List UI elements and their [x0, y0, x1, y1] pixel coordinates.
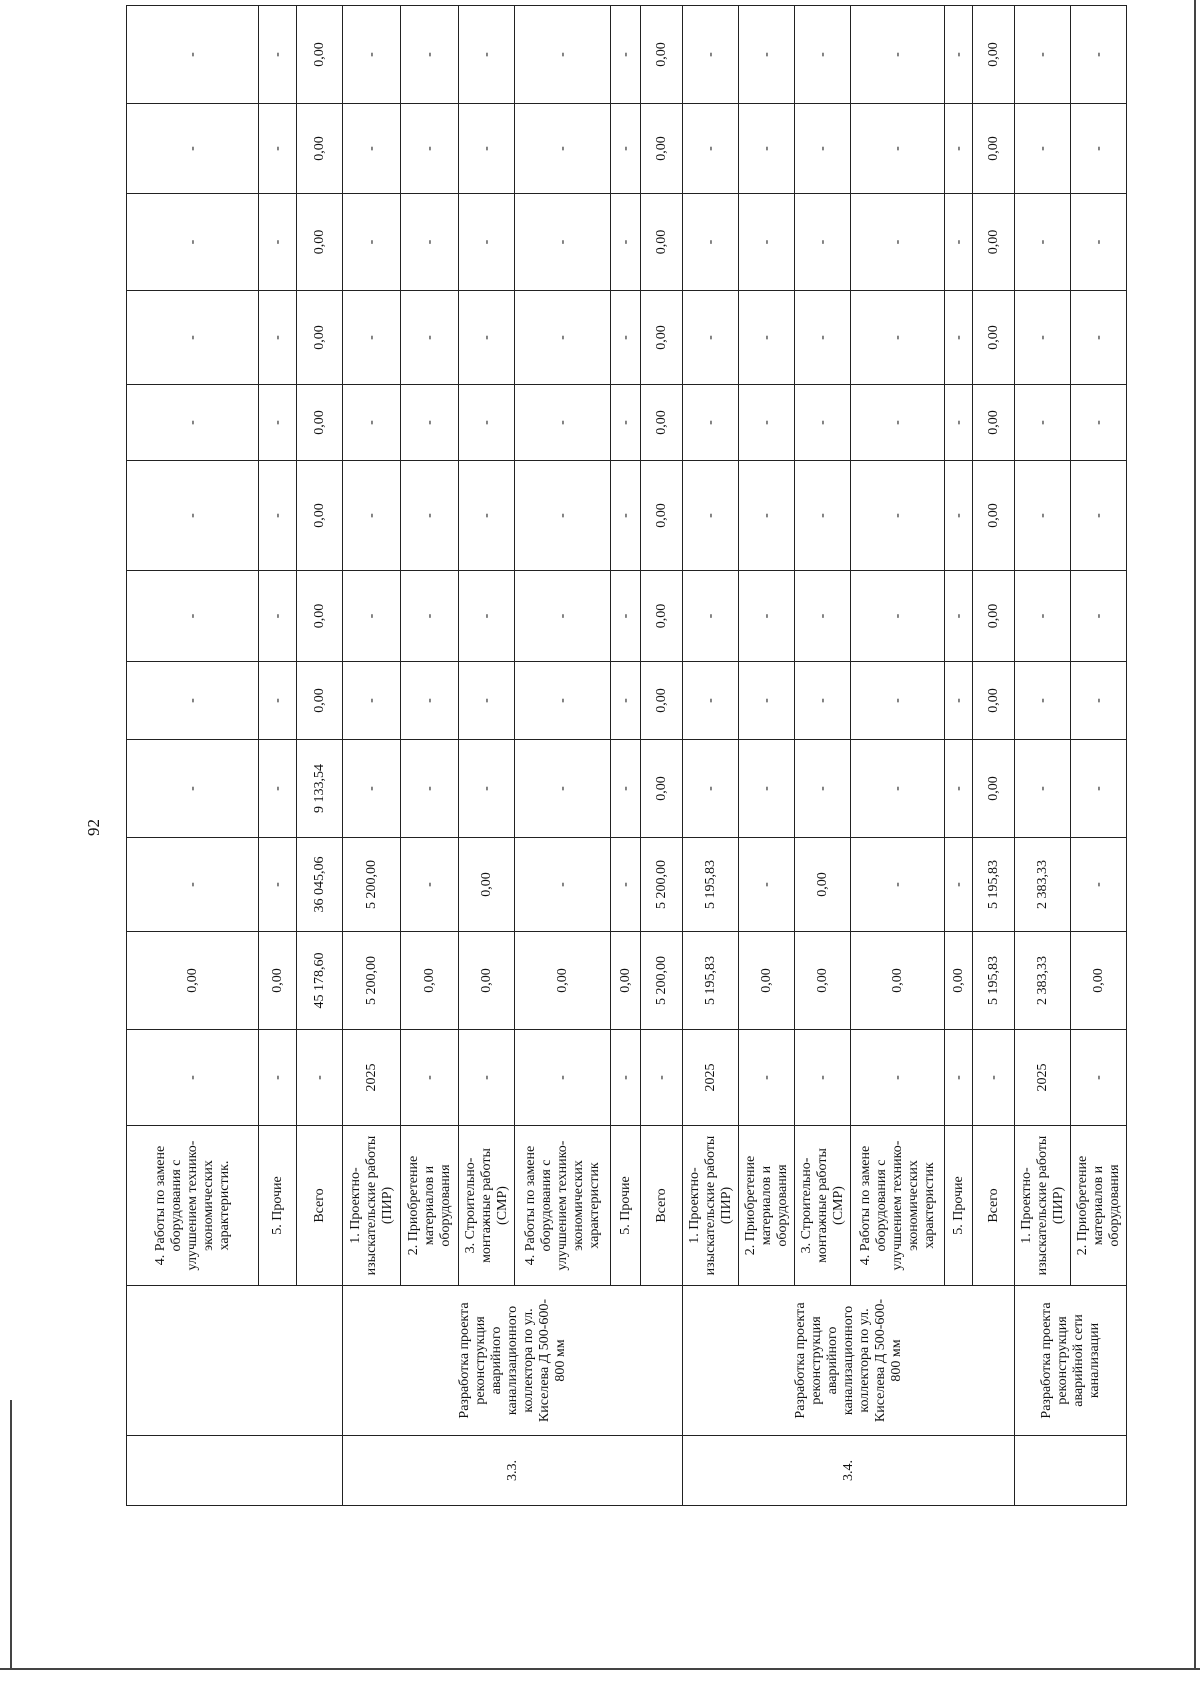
table-row [795, 6, 851, 1506]
value-cell: - [683, 385, 739, 461]
year-cell: - [739, 1030, 795, 1126]
value-cell: - [945, 740, 973, 838]
value-cell: 0,00 [641, 6, 683, 104]
value-cell: - [851, 571, 945, 662]
value-cell: - [127, 571, 259, 662]
value-cell: - [795, 6, 851, 104]
value-cell: - [945, 571, 973, 662]
item-code-cell [127, 1436, 343, 1506]
value-cell: - [459, 662, 515, 740]
value-cell: 0,00 [739, 932, 795, 1030]
work-type-cell: 4. Работы по замене оборудования с улучшением технико-экономических характеристик. [127, 1126, 259, 1286]
value-cell: - [515, 104, 611, 194]
investment-program-table [126, 5, 1127, 1506]
work-type-cell: 5. Прочие [611, 1126, 641, 1286]
value-cell: - [1071, 104, 1127, 194]
value-cell: - [795, 571, 851, 662]
value-cell: 0,00 [641, 194, 683, 291]
year-cell: - [127, 1030, 259, 1126]
value-cell: - [515, 385, 611, 461]
year-cell: - [515, 1030, 611, 1126]
value-cell: - [683, 194, 739, 291]
value-cell: 0,00 [641, 662, 683, 740]
work-type-cell: 4. Работы по замене оборудования с улучшением технико-экономических характеристик [851, 1126, 945, 1286]
value-cell: - [851, 291, 945, 385]
value-cell: - [1015, 571, 1071, 662]
value-cell: - [459, 461, 515, 571]
value-cell: - [343, 740, 401, 838]
value-cell: - [401, 385, 459, 461]
value-cell: - [739, 571, 795, 662]
value-cell: - [739, 104, 795, 194]
work-type-cell: Всего [973, 1126, 1015, 1286]
value-cell: - [739, 6, 795, 104]
value-cell: 0,00 [973, 662, 1015, 740]
table-row [1071, 6, 1127, 1506]
value-cell: 0,00 [297, 194, 343, 291]
value-cell: - [1071, 740, 1127, 838]
value-cell: - [1015, 385, 1071, 461]
value-cell: 0,00 [641, 461, 683, 571]
value-cell: 0,00 [297, 571, 343, 662]
value-cell: - [611, 662, 641, 740]
year-cell: 2025 [343, 1030, 401, 1126]
value-cell: - [343, 662, 401, 740]
value-cell: 0,00 [297, 104, 343, 194]
value-cell: - [401, 104, 459, 194]
value-cell: - [1071, 662, 1127, 740]
value-cell: - [515, 461, 611, 571]
value-cell: - [851, 740, 945, 838]
value-cell: - [515, 662, 611, 740]
table-row [401, 6, 459, 1506]
value-cell: - [945, 291, 973, 385]
value-cell: - [343, 291, 401, 385]
value-cell: - [343, 104, 401, 194]
value-cell: - [259, 662, 297, 740]
work-type-cell: 4. Работы по замене оборудования с улучшением технико-экономических характеристик [515, 1126, 611, 1286]
value-cell: 0,00 [973, 385, 1015, 461]
year-cell: - [851, 1030, 945, 1126]
table-row [259, 6, 297, 1506]
table-row [459, 6, 515, 1506]
value-cell: 0,00 [127, 932, 259, 1030]
work-type-cell: 5. Прочие [945, 1126, 973, 1286]
value-cell: 45 178,60 [297, 932, 343, 1030]
value-cell: 0,00 [297, 461, 343, 571]
work-type-cell: 2. Приобретение материалов и оборудования [401, 1126, 459, 1286]
year-cell: 2025 [1015, 1030, 1071, 1126]
value-cell: 0,00 [973, 461, 1015, 571]
value-cell: 0,00 [973, 104, 1015, 194]
value-cell: 0,00 [851, 932, 945, 1030]
value-cell: - [259, 838, 297, 932]
value-cell: - [515, 571, 611, 662]
value-cell: - [611, 838, 641, 932]
value-cell: - [739, 194, 795, 291]
value-cell: 0,00 [973, 6, 1015, 104]
value-cell: - [795, 662, 851, 740]
work-type-cell: 1. Проектно-изыскательские работы (ПИР) [1015, 1126, 1071, 1286]
value-cell: - [945, 461, 973, 571]
value-cell: - [127, 385, 259, 461]
value-cell: 5 200,00 [343, 838, 401, 932]
value-cell: - [1015, 6, 1071, 104]
value-cell: - [945, 104, 973, 194]
table-row [739, 6, 795, 1506]
project-name-cell: Разработка проекта реконструкция аварийного канализационного коллектора по ул. Киселева Д 500-600-800 мм [683, 1286, 1015, 1436]
value-cell: - [1071, 461, 1127, 571]
scan-edge-left [10, 1400, 12, 1670]
value-cell: - [259, 740, 297, 838]
value-cell: 0,00 [973, 571, 1015, 662]
item-code-cell: 3.4. [683, 1436, 1015, 1506]
value-cell: - [795, 291, 851, 385]
value-cell: - [851, 194, 945, 291]
value-cell: - [851, 838, 945, 932]
value-cell: 0,00 [297, 291, 343, 385]
value-cell: - [515, 291, 611, 385]
value-cell: 5 195,83 [683, 932, 739, 1030]
value-cell: - [851, 6, 945, 104]
value-cell: - [945, 6, 973, 104]
value-cell: - [259, 291, 297, 385]
value-cell: 0,00 [515, 932, 611, 1030]
value-cell: - [343, 461, 401, 571]
item-code-cell: 3.3. [343, 1436, 683, 1506]
value-cell: - [611, 461, 641, 571]
value-cell: - [683, 662, 739, 740]
value-cell: - [683, 740, 739, 838]
value-cell: - [945, 194, 973, 291]
value-cell: - [1071, 838, 1127, 932]
scan-edge-bottom [0, 1668, 1200, 1670]
value-cell: - [851, 104, 945, 194]
year-cell: - [611, 1030, 641, 1126]
value-cell: - [343, 194, 401, 291]
value-cell: - [1071, 6, 1127, 104]
value-cell: - [401, 461, 459, 571]
work-type-cell: 5. Прочие [259, 1126, 297, 1286]
value-cell: - [127, 194, 259, 291]
year-cell: - [401, 1030, 459, 1126]
value-cell: 0,00 [641, 740, 683, 838]
value-cell: 0,00 [401, 932, 459, 1030]
value-cell: 0,00 [297, 385, 343, 461]
project-name-cell [127, 1286, 343, 1436]
value-cell: - [611, 291, 641, 385]
value-cell: 0,00 [611, 932, 641, 1030]
work-type-cell: 1. Проектно-изыскательские работы (ПИР) [343, 1126, 401, 1286]
value-cell: - [795, 194, 851, 291]
value-cell: - [401, 571, 459, 662]
value-cell: - [401, 194, 459, 291]
value-cell: - [401, 662, 459, 740]
work-type-cell: 2. Приобретение материалов и оборудования [739, 1126, 795, 1286]
value-cell: - [127, 291, 259, 385]
project-name-cell: Разработка проекта реконструкция аварийной сети канализации [1015, 1286, 1127, 1436]
value-cell: - [683, 6, 739, 104]
value-cell: - [401, 6, 459, 104]
value-cell: 0,00 [459, 838, 515, 932]
value-cell: - [1015, 662, 1071, 740]
work-type-cell: 1. Проектно-изыскательские работы (ПИР) [683, 1126, 739, 1286]
table-row [1015, 6, 1071, 1506]
value-cell: - [611, 385, 641, 461]
value-cell: - [851, 662, 945, 740]
table-row-total [641, 6, 683, 1506]
value-cell: 0,00 [459, 932, 515, 1030]
table-row-total [297, 6, 343, 1506]
value-cell: 5 200,00 [641, 932, 683, 1030]
value-cell: - [611, 104, 641, 194]
value-cell: - [611, 6, 641, 104]
value-cell: - [795, 104, 851, 194]
value-cell: 0,00 [795, 838, 851, 932]
year-cell: - [973, 1030, 1015, 1126]
value-cell: - [611, 194, 641, 291]
value-cell: 0,00 [945, 932, 973, 1030]
page-number: 92 [84, 819, 103, 836]
year-cell: - [795, 1030, 851, 1126]
work-type-cell: 2. Приобретение материалов и оборудования [1071, 1126, 1127, 1286]
value-cell: 0,00 [641, 291, 683, 385]
value-cell: - [459, 194, 515, 291]
value-cell: - [459, 385, 515, 461]
value-cell: - [945, 385, 973, 461]
year-cell: - [259, 1030, 297, 1126]
table-row [127, 6, 259, 1506]
table-row [611, 6, 641, 1506]
value-cell: 5 200,00 [641, 838, 683, 932]
value-cell: - [459, 104, 515, 194]
value-cell: - [127, 740, 259, 838]
work-type-cell: 3. Строительно-монтажные работы (СМР) [459, 1126, 515, 1286]
value-cell: 2 383,33 [1015, 838, 1071, 932]
value-cell: 5 195,83 [973, 932, 1015, 1030]
value-cell: - [1015, 461, 1071, 571]
value-cell: - [683, 104, 739, 194]
value-cell: - [945, 662, 973, 740]
year-cell: - [297, 1030, 343, 1126]
year-cell: - [641, 1030, 683, 1126]
value-cell: - [1015, 291, 1071, 385]
value-cell: - [1015, 194, 1071, 291]
year-cell: - [1071, 1030, 1127, 1126]
value-cell: - [259, 571, 297, 662]
value-cell: - [127, 461, 259, 571]
item-code-cell [1015, 1436, 1127, 1506]
value-cell: - [343, 6, 401, 104]
value-cell: - [259, 6, 297, 104]
value-cell: - [945, 838, 973, 932]
value-cell: 36 045,06 [297, 838, 343, 932]
value-cell: 9 133,54 [297, 740, 343, 838]
value-cell: - [515, 740, 611, 838]
value-cell: - [127, 104, 259, 194]
value-cell: - [851, 461, 945, 571]
value-cell: - [1071, 194, 1127, 291]
value-cell: - [739, 461, 795, 571]
value-cell: 0,00 [641, 104, 683, 194]
value-cell: - [739, 838, 795, 932]
value-cell: - [127, 6, 259, 104]
value-cell: - [459, 740, 515, 838]
value-cell: - [1071, 291, 1127, 385]
value-cell: - [259, 194, 297, 291]
value-cell: - [515, 6, 611, 104]
value-cell: - [127, 838, 259, 932]
value-cell: - [1071, 571, 1127, 662]
value-cell: - [739, 662, 795, 740]
value-cell: - [401, 291, 459, 385]
value-cell: - [259, 104, 297, 194]
value-cell: - [683, 571, 739, 662]
value-cell: 0,00 [259, 932, 297, 1030]
value-cell: - [459, 291, 515, 385]
value-cell: - [1015, 740, 1071, 838]
value-cell: 5 195,83 [973, 838, 1015, 932]
year-cell: - [945, 1030, 973, 1126]
value-cell: 0,00 [641, 571, 683, 662]
value-cell: 0,00 [297, 6, 343, 104]
value-cell: - [851, 385, 945, 461]
value-cell: - [401, 838, 459, 932]
year-cell: 2025 [683, 1030, 739, 1126]
value-cell: - [611, 571, 641, 662]
value-cell: - [1015, 104, 1071, 194]
value-cell: - [683, 291, 739, 385]
value-cell: 0,00 [973, 291, 1015, 385]
table-row [945, 6, 973, 1506]
value-cell: 2 383,33 [1015, 932, 1071, 1030]
table-row [343, 6, 401, 1506]
value-cell: - [739, 385, 795, 461]
value-cell: - [459, 6, 515, 104]
table-row [515, 6, 611, 1506]
value-cell: - [795, 385, 851, 461]
work-type-cell: 3. Строительно-монтажные работы (СМР) [795, 1126, 851, 1286]
value-cell: - [259, 461, 297, 571]
value-cell: 0,00 [297, 662, 343, 740]
scan-edge-right [1194, 0, 1196, 1670]
value-cell: - [739, 740, 795, 838]
value-cell: - [795, 461, 851, 571]
value-cell: 0,00 [973, 194, 1015, 291]
value-cell: 0,00 [973, 740, 1015, 838]
table-row-total [973, 6, 1015, 1506]
value-cell: - [259, 385, 297, 461]
value-cell: - [401, 740, 459, 838]
value-cell: - [459, 571, 515, 662]
project-name-cell: Разработка проекта реконструкция аварийного канализационного коллектора по ул. Киселева Д 500-600-800 мм [343, 1286, 683, 1436]
value-cell: 5 195,83 [683, 838, 739, 932]
value-cell: 0,00 [641, 385, 683, 461]
value-cell: - [683, 461, 739, 571]
value-cell: - [795, 740, 851, 838]
value-cell: - [343, 385, 401, 461]
work-type-cell: Всего [297, 1126, 343, 1286]
table-row [683, 6, 739, 1506]
value-cell: - [515, 194, 611, 291]
value-cell: 0,00 [795, 932, 851, 1030]
work-type-cell: Всего [641, 1126, 683, 1286]
value-cell: - [739, 291, 795, 385]
value-cell: 0,00 [1071, 932, 1127, 1030]
year-cell: - [459, 1030, 515, 1126]
value-cell: - [611, 740, 641, 838]
value-cell: - [1071, 385, 1127, 461]
value-cell: - [343, 571, 401, 662]
value-cell: - [515, 838, 611, 932]
value-cell: 5 200,00 [343, 932, 401, 1030]
value-cell: - [127, 662, 259, 740]
table-row [851, 6, 945, 1506]
